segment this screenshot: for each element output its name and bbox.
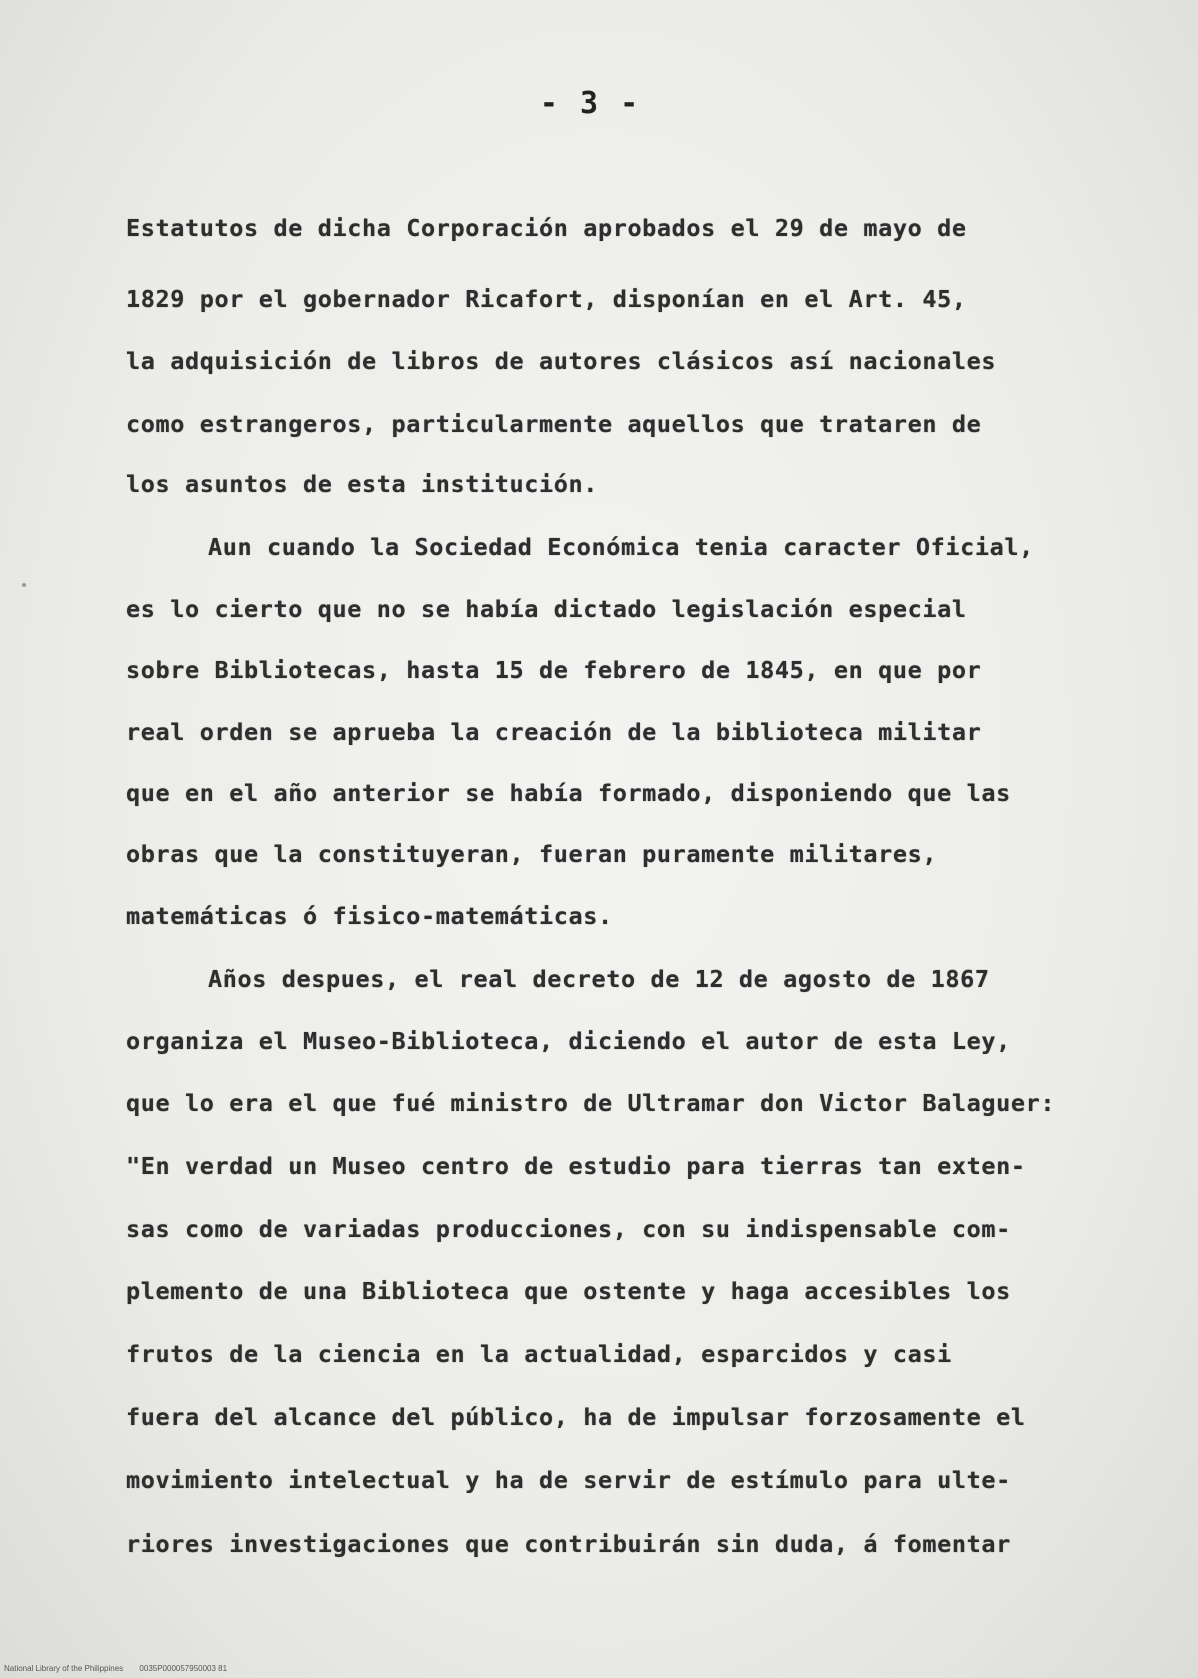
text-line: sobre Bibliotecas, hasta 15 de febrero de 1845, en que por — [126, 656, 982, 684]
footer-library: National Library of the Philippines — [4, 1664, 124, 1673]
text-line: fuera del alcance del público, ha de impulsar forzosamente el — [126, 1403, 1026, 1431]
footer-id: 0035P000057950003 81 — [139, 1664, 228, 1673]
text-line: movimiento intelectual y ha de servir de estímulo para ulte- — [126, 1466, 1011, 1494]
text-line: es lo cierto que no se había dictado legislación especial — [126, 595, 967, 623]
text-line: real orden se aprueba la creación de la biblioteca militar — [126, 718, 982, 746]
text-line: como estrangeros, particularmente aquellos que trataren de — [126, 410, 982, 438]
text-line: la adquisición de libros de autores clásicos así nacionales — [126, 347, 997, 375]
text-line: frutos de la ciencia en la actualidad, esparcidos y casi — [126, 1340, 952, 1368]
text-line: matemáticas ó fisico-matemáticas. — [126, 902, 613, 930]
paper-speck — [22, 583, 26, 587]
text-line: "En verdad un Museo centro de estudio para tierras tan exten- — [126, 1152, 1026, 1180]
text-line: Años despues, el real decreto de 12 de agosto de 1867 — [208, 965, 990, 993]
text-line: organiza el Museo-Biblioteca, diciendo el autor de esta Ley, — [126, 1027, 1011, 1055]
text-line: obras que la constituyeran, fueran puramente militares, — [126, 840, 938, 868]
footer — [4, 1664, 241, 1673]
text-line: riores investigaciones que contribuirán sin duda, á fomentar — [126, 1530, 1011, 1558]
text-line: Aun cuando la Sociedad Económica tenia caracter Oficial, — [208, 533, 1034, 561]
text-line: que en el año anterior se había formado, disponiendo que las — [126, 779, 1011, 807]
text-line: los asuntos de esta institución. — [126, 470, 598, 498]
text-line: que lo era el que fué ministro de Ultramar don Victor Balaguer: — [126, 1089, 1056, 1117]
text-line: Estatutos de dicha Corporación aprobados el 29 de mayo de — [126, 214, 967, 242]
page-number: - 3 - — [539, 86, 641, 121]
text-line: plemento de una Biblioteca que ostente y haga accesibles los — [126, 1277, 1011, 1305]
text-line: 1829 por el gobernador Ricafort, disponían en el Art. 45, — [126, 285, 967, 313]
text-line: sas como de variadas producciones, con su indispensable com- — [126, 1215, 1011, 1243]
